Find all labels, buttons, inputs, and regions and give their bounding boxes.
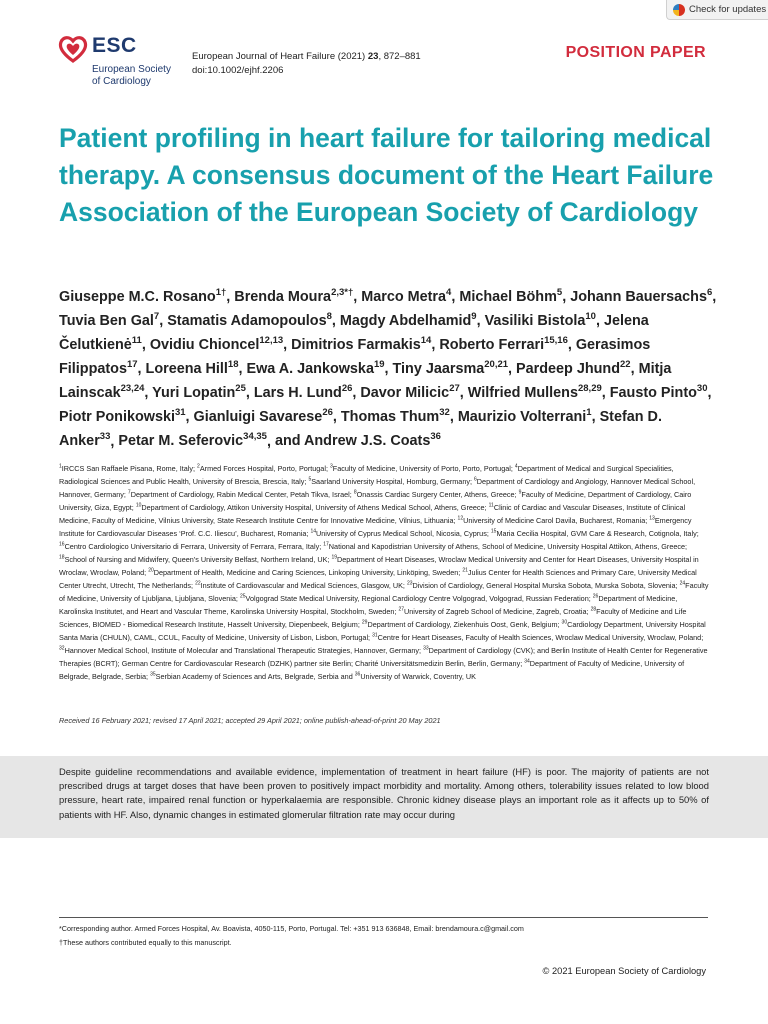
author-name: Jelena Čelutkienė$^{11}$	[59, 312, 649, 353]
author-name: Marco Metra$^4$	[361, 287, 452, 305]
author-affiliation-mark: 14	[420, 335, 432, 347]
author-list: Giuseppe M.C. Rosano$^{1\dagger}$, Brenda Moura$^{2,3*\dagger}$, Marco Metra$^4$, Michael Böhm$^5$, Johann Bauersachs$^6$, Tuvia Ben Gal$^7$, Stamatis Adamopoulos$^8$, Magdy Abdelhamid$^9$, Vasiliki Bistola$^{10}$, Jelena Čelutkienė$^{11}$, Ovidiu Chioncel$^{12,13}$, Dimitrios Farmakis$^{14}$, Roberto Ferrari$^{15,16}$, Gerasimos Filippatos$^{17}$, Loreena Hill$^{18}$, Ewa A. Jankowska$^{19}$, Tiny Jaarsma$^{20,21}$, Pardeep Jhund$^{22}$, Mitja Lainscak$^{23,24}$, Yuri Lopatin$^{25}$, Lars H. Lund$^{26}$, Davor Milicic$^{27}$, Wilfried Mullens$^{28,29}$, Fausto Pinto$^{30}$, Piotr Ponikowski$^{31}$, Gianluigi Savarese$^{26}$, Thomas Thum$^{32}$, Maurizio Volterrani$^1$, Stefan D. Anker$^{33}$, Petar M. Seferovic$^{34,35}$, and Andrew J.S. Coats$^{36}$	[59, 287, 717, 450]
journal-citation	[192, 50, 421, 78]
journal-volume: 23	[367, 51, 379, 62]
author-affiliation-mark: 25	[235, 383, 246, 395]
logo-line-2: of Cardiology	[92, 76, 151, 87]
author-name: Magdy Abdelhamid$^9$	[339, 311, 477, 329]
affiliation-entry: $^{26}$Department of Medicine, Karolinska Institutet, and Heart and Vascular Theme, Karolinska University Hospital, Stockholm, Sweden;	[59, 594, 678, 617]
author-affiliation-mark: 1	[586, 407, 592, 419]
author-name: Brenda Moura$^{2,3*\dagger}$	[234, 287, 354, 305]
author-name: Davor Milicic$^{27}$	[360, 383, 460, 402]
affiliation-number: 20	[148, 568, 154, 574]
author-affiliation-mark: 6	[706, 287, 713, 298]
affiliation-number: 2	[197, 464, 200, 470]
affiliation-entry: $^{10}$Department of Cardiology, Attikon University Hospital, University of Athens Medical School, Athens, Greece;	[135, 503, 489, 513]
citation-line	[192, 50, 421, 64]
affiliation-number: 16	[59, 542, 65, 548]
author-name: Gerasimos Filippatos$^{17}$	[59, 336, 651, 378]
affiliation-number: 22	[195, 581, 201, 587]
journal-name: European Journal of Heart Failure (2021)	[192, 51, 368, 62]
affiliation-number: 11	[488, 503, 494, 509]
author-affiliation-mark: 10	[585, 311, 596, 323]
affiliation-number: 27	[398, 607, 404, 613]
affiliation-number: 17	[323, 542, 329, 548]
affiliation-number: 5	[308, 477, 312, 483]
affiliation-number: 8	[353, 490, 357, 496]
affiliation-number: 25	[239, 594, 246, 600]
affiliation-entry: $^5$Saarland University Hospital, Homburg, Germany;	[308, 477, 475, 487]
received-dates: Received 16 February 2021; revised 17 April 2021; accepted 29 April 2021; online publish-ahead-of-print 20 May 2021	[59, 716, 441, 725]
author-name: Fausto Pinto$^{30}$	[609, 383, 708, 402]
affiliations	[59, 462, 709, 683]
affiliation-entry: $^{35}$Serbian Academy of Sciences and Arts, Belgrade, Serbia and	[150, 672, 355, 682]
affiliation-number: 35	[150, 672, 156, 678]
affiliation-number: 9	[518, 490, 522, 496]
affiliation-entry: $^{30}$Cardiology Department, University Hospital Santa Maria (CHULN), CAML, CCUL, Faculty of Medicine, University of Lisbon, Lisbon, Portugal;	[59, 620, 706, 643]
author-affiliation-mark: 9	[471, 311, 477, 323]
author-affiliation-mark: 28,29	[577, 383, 602, 395]
author-affiliation-mark: 20,21	[484, 359, 509, 371]
doi-link[interactable]: doi:10.1002/ejhf.2206	[192, 65, 284, 76]
affiliation-entry: $^{12}$University of Medicine Carol Davila, Bucharest, Romania;	[457, 516, 650, 526]
author-affiliation-mark: 17	[126, 359, 138, 371]
author-affiliation-mark: 2,3*†	[331, 287, 354, 298]
crossmark-icon	[673, 4, 685, 16]
author-affiliation-mark: 27	[449, 383, 460, 395]
esc-logo	[58, 34, 188, 90]
author-name: Michael Böhm$^5$	[459, 287, 563, 305]
affiliation-number: 33	[423, 646, 429, 652]
author-name: and Andrew J.S. Coats$^{36}$	[274, 431, 441, 450]
affiliation-entry: $^{31}$Centre for Heart Diseases, Faculty of Health Sciences, Wroclaw Medical University, Wroclaw, Poland;	[372, 633, 704, 643]
affiliation-number: 3	[329, 464, 333, 470]
author-name: Gianluigi Savarese$^{26}$	[193, 407, 333, 426]
affiliation-entry: $^{16}$Centro Cardiologico Universitario di Ferrara, University of Ferrara, Ferrara, Italy;	[59, 542, 324, 552]
affiliation-entry: $^{23}$Division of Cardiology, General Hospital Murska Sobota, Murska Sobota, Slovenia;	[406, 581, 680, 591]
author-affiliation-mark: 19	[373, 359, 385, 371]
corresponding-author-note: *Corresponding author. Armed Forces Hospital, Av. Boavista, 4050-115, Porto, Portugal. Tel: +351 913 636848, Email: brendamoura.c@gmail.com	[59, 924, 524, 933]
article-title: Patient profiling in heart failure for tailoring medical therapy. A consensus document of the Heart Failure Association of the European Society of Cardiology	[59, 123, 714, 227]
affiliation-entry: $^3$Faculty of Medicine, University of Porto, Porto, Portugal;	[329, 464, 515, 474]
author-name: Johann Bauersachs$^6$	[570, 287, 713, 305]
author-name: Maurizio Volterrani$^1$	[457, 407, 592, 426]
author-name: Stefan D. Anker$^{33}$	[59, 409, 662, 450]
affiliation-entry: $^{33}$Department of Cardiology (CVK); and Berlin Institute of Health Center for Regenerative Therapies (BCRT); German Centre for Cardiovascular Research (DZHK) partner site Berlin; Charité Universitätsmedizin Berlin, Berlin, Germany;	[59, 646, 708, 669]
author-name: Ewa A. Jankowska$^{19}$	[246, 359, 385, 378]
affiliation-number: 6	[474, 477, 477, 483]
author-name: Ovidiu Chioncel$^{12,13}$	[149, 335, 284, 353]
affiliation-entry: $^1$IRCCS San Raffaele Pisana, Rome, Italy;	[59, 464, 198, 474]
author-affiliation-mark: 5	[556, 287, 563, 298]
author-name: Piotr Ponikowski$^{31}$	[59, 407, 186, 426]
affiliation-entry: $^{21}$Julius Center for Health Sciences and Primary Care, University Medical Center Utrecht, Utrecht, The Netherlands;	[59, 568, 697, 591]
affiliation-number: 28	[590, 607, 597, 613]
author-affiliation-mark: 26	[322, 407, 333, 419]
copyright: © 2021 European Society of Cardiology	[542, 966, 706, 976]
affiliation-entry: $^2$Armed Forces Hospital, Porto, Portugal;	[197, 464, 330, 474]
affiliation-number: 24	[679, 581, 686, 587]
author-name: Mitja Lainscak$^{23,24}$	[59, 361, 672, 402]
affiliation-number: 34	[524, 659, 530, 665]
affiliation-number: 10	[135, 503, 142, 509]
affiliation-number: 14	[310, 529, 316, 535]
affiliation-entry: $^{11}$Clinic of Cardiac and Vascular Diseases, Institute of Clinical Medicine, Faculty of Medicine, Vilnius University, State Research Institute Centre for Innovative Medicine, Vilnius, Lithuania;	[59, 503, 686, 526]
equal-contribution-note: †These authors contributed equally to this manuscript.	[59, 938, 232, 947]
affiliation-number: 4	[514, 464, 518, 470]
author-affiliation-mark: 33	[99, 431, 111, 443]
author-name: Dimitrios Farmakis$^{14}$	[291, 335, 432, 353]
affiliation-number: 7	[127, 490, 131, 496]
heart-logo-icon	[58, 34, 88, 64]
affiliation-number: 31	[372, 633, 378, 639]
affiliation-entry: $^8$Onassis Cardiac Surgery Center, Athens, Greece;	[353, 490, 519, 500]
affiliation-number: 13	[649, 516, 655, 522]
author-name: Yuri Lopatin$^{25}$	[152, 383, 246, 402]
affiliation-number: 32	[59, 646, 65, 652]
affiliation-number: 18	[59, 555, 65, 561]
author-name: Lars H. Lund$^{26}$	[253, 383, 353, 402]
author-affiliation-mark: 30	[696, 383, 708, 395]
author-affiliation-mark: 18	[227, 359, 239, 371]
affiliation-entry: $^{20}$Department of Health, Medicine and Caring Sciences, Linkoping University, Linköping, Sweden;	[148, 568, 463, 578]
affiliation-entry: $^{13}$Emergency Institute for Cardiovascular Diseases ‘Prof. C.C. Iliescu’, Bucharest, Romania;	[59, 516, 692, 539]
affiliation-entry: $^{34}$Department of Faculty of Medicine, University of Belgrade, Belgrade, Serbia;	[59, 659, 685, 682]
logo-line-1: European Society	[92, 64, 171, 75]
affiliation-entry: $^{29}$Department of Cardiology, Ziekenhuis Oost, Genk, Belgium;	[361, 620, 562, 630]
logo-mark: ESC	[92, 34, 137, 57]
author-name: Roberto Ferrari$^{15,16}$	[439, 335, 568, 353]
affiliation-number: 30	[561, 620, 568, 626]
affiliation-number: 23	[406, 581, 413, 587]
author-affiliation-mark: 1†	[215, 287, 227, 298]
affiliation-entry: $^{15}$Maria Cecilia Hospital, GVM Care & Research, Cotignola, Italy;	[490, 529, 699, 539]
affiliation-entry: $^{18}$School of Nursing and Midwifery, Queen’s University Belfast, Northern Ireland, UK;	[59, 555, 332, 565]
affiliation-entry: $^{24}$Faculty of Medicine, University of Ljubljana, Ljubljana, Slovenia;	[59, 581, 709, 604]
affiliation-number: 29	[361, 620, 368, 626]
check-for-updates-button[interactable]	[666, 0, 768, 20]
author-affiliation-mark: 34,35	[243, 431, 267, 443]
author-name: Loreena Hill$^{18}$	[145, 359, 239, 378]
affiliation-entry: $^{36}$University of Warwick, Coventry, UK	[354, 672, 476, 682]
affiliation-entry: $^{32}$Hannover Medical School, Institute of Molecular and Translational Therapeutic Strategies, Hannover, Germany;	[59, 646, 424, 656]
author-affiliation-mark: 11	[131, 335, 142, 347]
affiliation-entry: $^{14}$University of Cyprus Medical School, Nicosia, Cyprus;	[310, 529, 491, 539]
check-for-updates-label: Check for updates	[689, 4, 767, 15]
affiliation-number: 15	[490, 529, 497, 535]
author-name: Tuvia Ben Gal$^7$	[59, 311, 160, 329]
author-affiliation-mark: 15,16	[544, 335, 568, 347]
affiliation-number: 21	[462, 568, 468, 574]
author-affiliation-mark: 26	[341, 383, 353, 395]
affiliation-entry: $^6$Department of Cardiology and Angiology, Hannover Medical School, Hannover, Germany;	[59, 477, 696, 500]
affiliation-entry: $^{17}$National and Kapodistrian University of Athens, School of Medicine, University Hospital Attikon, Athens, Greece;	[323, 542, 688, 552]
footnotes	[59, 922, 709, 950]
document-type: POSITION PAPER	[565, 44, 706, 61]
author-name: Vasiliki Bistola$^{10}$	[484, 311, 596, 329]
affiliation-number: 1	[59, 464, 62, 470]
author-affiliation-mark: 8	[326, 311, 332, 323]
affiliation-entry: $^{28}$Faculty of Medicine and Life Sciences, BIOMED - Biomedical Research Institute, Hasselt University, Diepenbeek, Belgium;	[59, 607, 687, 630]
affiliation-entry: $^{27}$University of Zagreb School of Medicine, Zagreb, Croatia;	[398, 607, 591, 617]
affiliation-entry: $^{22}$Institute of Cardiovascular and Medical Sciences, Glasgow, UK;	[195, 581, 407, 591]
author-name: Petar M. Seferovic$^{34,35}$	[118, 431, 267, 450]
author-affiliation-mark: 31	[174, 407, 186, 419]
author-name: Giuseppe M.C. Rosano$^{1\dagger}$	[59, 287, 227, 305]
affiliation-entry: $^{19}$Department of Heart Diseases, Wroclaw Medical University and Center for Heart Diseases, University Hospital in Wroclaw, Wroclaw, Poland;	[59, 555, 699, 578]
author-affiliation-mark: 32	[439, 407, 450, 419]
author-affiliation-mark: 4	[446, 287, 452, 298]
author-name: Tiny Jaarsma$^{20,21}$	[392, 359, 509, 378]
author-name: Pardeep Jhund$^{22}$	[516, 359, 631, 378]
affiliation-number: 26	[592, 594, 599, 600]
abstract-text: Despite guideline recommendations and available evidence, implementation of treatment in heart failure (HF) is poor. The majority of patients are not prescribed drugs at target doses that have been proven to positively impact morbidity and mortality. Among others, tolerability issues related to low blood pressure, heart rate, impaired renal function or hyperkalaemia are responsible. Chronic kidney disease plays an important role as it affects up to 50% of patients with HF. Also, dynamic changes in estimated glomerular filtration rate may occur during	[59, 766, 709, 820]
author-affiliation-mark: 7	[153, 311, 160, 323]
author-affiliation-mark: 12,13	[259, 335, 284, 347]
affiliation-entry: $^9$Faculty of Medicine, Department of Cardiology, Cairo University, Giza, Egypt;	[59, 490, 692, 513]
author-affiliation-mark: 22	[620, 359, 631, 371]
logo-subtitle	[92, 64, 171, 88]
affiliation-entry: $^4$Department of Medical and Surgical Specialities, Radiological Sciences and Public Health, University of Brescia, Brescia, Italy;	[59, 464, 674, 487]
affiliation-entry: $^{25}$Volgograd State Medical University, Regional Cardiology Centre Volgograd, Volgograd, Russian Federation;	[239, 594, 593, 604]
author-name: Stamatis Adamopoulos$^8$	[167, 311, 332, 329]
author-affiliation-mark: 36	[430, 431, 441, 443]
author-name: Thomas Thum$^{32}$	[340, 407, 450, 426]
affiliation-number: 36	[354, 672, 361, 678]
journal-pages: , 872–881	[378, 51, 421, 62]
affiliation-number: 12	[457, 516, 464, 522]
affiliation-number: 19	[331, 555, 338, 561]
footnote-divider	[59, 917, 708, 918]
author-name: Wilfried Mullens$^{28,29}$	[467, 383, 602, 402]
affiliation-entry: $^7$Department of Cardiology, Rabin Medical Center, Petah Tikva, Israel;	[127, 490, 354, 500]
author-affiliation-mark: 23,24	[120, 383, 145, 395]
